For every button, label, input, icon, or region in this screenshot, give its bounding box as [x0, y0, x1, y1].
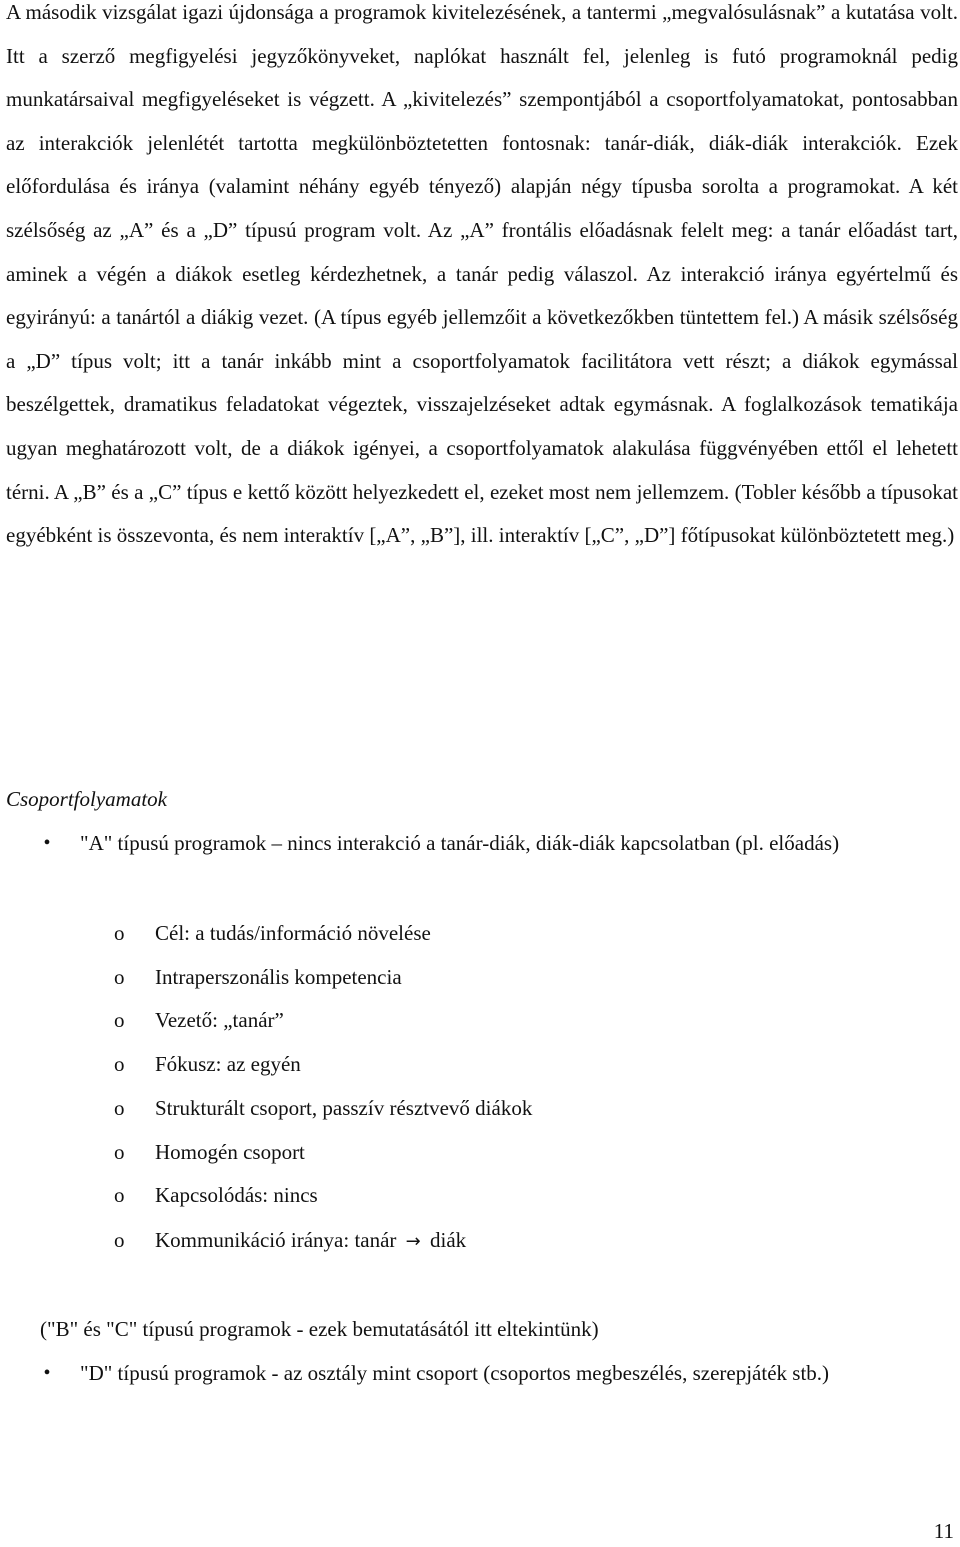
sub-item-text: Cél: a tudás/információ növelése — [155, 921, 431, 945]
sub-item-text: Fókusz: az egyén — [155, 1052, 301, 1076]
sub-item-text: Vezető: „tanár” — [155, 1008, 284, 1032]
right-arrow-icon: → — [405, 1231, 421, 1252]
sub-item-marker: o — [114, 965, 125, 989]
bullet-marker: • — [43, 1362, 51, 1384]
body-paragraph: A második vizsgálat igazi újdonsága a programok kivitelezésének, a tantermi „megvalósulásnak” a kutatása volt. Itt a szerző megfigyelési jegyzőkönyveket, naplókat használt fel, jelenleg is futó programoknál pedig munkatársaival megfigyeléseket is végzett. A „kivitelezés” szempontjából a csoportfolyamatokat, pontosabban az interakciók jelenlétét tartotta megkülönböztetetten fontosnak: tanár-diák, diák-diák interakciók. Ezek előfordulása és iránya (valamint néhány egyéb tényező) alapján négy típusba sorolta a programokat. A két szélsőség az „A” és a „D” típusú program volt. Az „A” frontális előadásnak felelt meg: a tanár előadást tart, aminek a végén a diákok esetleg kérdezhetnek, a tanár pedig válaszol. Az interakció iránya egyértelmű és egyirányú: a tanártól a diákig vezet. (A típus egyéb jellemzőit a következőkben tüntettem fel.) A másik szélsőség a „D” típus volt; itt a tanár inkább mint a csoportfolyamatok facilitátora vett részt; a diákok egymással beszélgettek, dramatikus feladatokat végeztek, visszajelzéseket adtak egymásnak. A foglalkozások tematikája ugyan meghatározott volt, de a diákok igényei, a csoportfolyamatok alakulása függvényében ettől el lehetett térni. A „B” és a „C” típus e kettő között helyezkedett el, ezeket most nem jellemzem. (Tobler később a típusokat egyébként is összevonta, és nem interaktív [„A”, „B”], ill. interaktív [„C”, „D”] főtípusokat különböztetett meg.) — [6, 0, 958, 548]
sub-item-focus — [114, 1048, 301, 1080]
section-heading: Csoportfolyamatok — [6, 787, 167, 811]
sub-item-marker: o — [114, 1008, 125, 1032]
bullet-text: "A" típusú programok – nincs interakció a tanár-diák, diák-diák kapcsolatban (pl. előadás) — [80, 831, 840, 855]
note-text: ("B" és "C" típusú programok - ezek bemutatásától itt eltekintünk) — [40, 1317, 599, 1341]
sub-item-text: Homogén csoport — [155, 1140, 305, 1164]
sub-item-text-after: diák — [430, 1228, 467, 1252]
page-number: 11 — [933, 1519, 954, 1543]
sub-item-text: Kapcsolódás: nincs — [155, 1183, 318, 1207]
sub-item-connection — [114, 1179, 318, 1211]
bullet-item-type-d — [43, 1352, 958, 1396]
sub-item-marker: o — [114, 1140, 125, 1164]
sub-item-marker: o — [114, 1052, 125, 1076]
sub-item-text: Strukturált csoport, passzív résztvevő diákok — [155, 1096, 533, 1120]
sub-item-marker: o — [114, 921, 125, 945]
bullet-item-type-a — [43, 822, 958, 866]
sub-item-text: Intraperszonális kompetencia — [155, 965, 402, 989]
sub-item-text: Kommunikáció iránya: tanár — [155, 1228, 397, 1252]
sub-item-communication — [114, 1224, 467, 1258]
sub-item-homogeneous — [114, 1136, 305, 1168]
sub-item-goal — [114, 917, 431, 949]
sub-item-marker: o — [114, 1228, 125, 1252]
sub-item-marker: o — [114, 1096, 125, 1120]
bullet-marker: • — [43, 832, 51, 854]
sub-item-marker: o — [114, 1183, 125, 1207]
sub-item-leader — [114, 1004, 284, 1036]
sub-item-structure — [114, 1092, 533, 1124]
sub-item-competence — [114, 961, 402, 993]
bullet-text: "D" típusú programok - az osztály mint csoport (csoportos megbeszélés, szerepjáték stb.) — [80, 1361, 830, 1385]
